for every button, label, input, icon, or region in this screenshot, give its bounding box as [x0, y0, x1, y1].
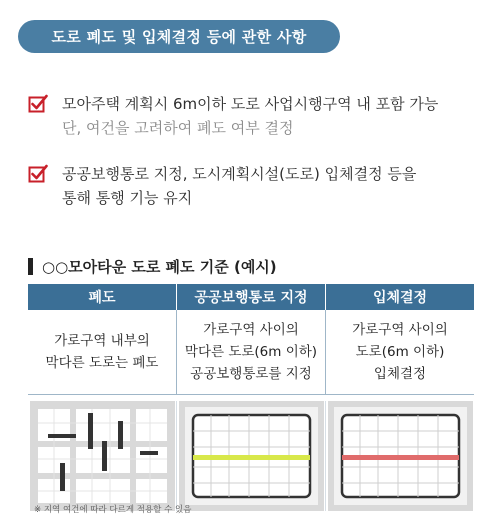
- table-header-cell: 폐도: [28, 284, 177, 310]
- checkbox-checked-icon: [28, 164, 48, 184]
- section-heading-text: ○○모아타운 도로 폐도 기준 (예시): [42, 258, 277, 276]
- table-row: [28, 310, 474, 395]
- pedestrian-path-highlight: [193, 455, 310, 460]
- checklist-item-subtext: 단, 여건을 고려하여 폐도 여부 결정: [62, 119, 294, 137]
- map-closure: [30, 401, 175, 511]
- map-row: [28, 401, 474, 511]
- 3d-decision-highlight: [342, 455, 459, 460]
- map-cell: [326, 401, 474, 511]
- checklist-item-text-continued: 통해 통행 기능 유지: [62, 189, 193, 207]
- table-cell: 가로구역 내부의 막다른 도로는 폐도: [28, 310, 177, 394]
- checkbox-checked-icon: [28, 94, 48, 114]
- table-cell: 가로구역 사이의 막다른 도로(6m 이하) 공공보행통로를 지정: [177, 310, 326, 394]
- table-header-cell: 입체결정: [372, 290, 428, 306]
- heading-bar: [28, 258, 33, 275]
- table-header-cell: 공공보행통로 지정: [177, 284, 326, 310]
- standards-table: [28, 284, 474, 511]
- checklist-item-text: 모아주택 계획시 6m이하 도로 사업시행구역 내 포함 가능: [62, 95, 439, 113]
- map-cell: [28, 401, 177, 511]
- section-heading: [28, 256, 277, 277]
- map-pedestrian-path: [179, 401, 324, 511]
- map-3d-decision: [328, 401, 473, 511]
- table-cell: 가로구역 사이의 도로(6m 이하) 입체결정: [352, 322, 448, 382]
- page-title: 도로 폐도 및 입체결정 등에 관한 사항: [18, 20, 340, 53]
- checklist-item-text: 공공보행통로 지정, 도시계획시설(도로) 입체결정 등을: [62, 165, 417, 183]
- table-header-row: [28, 284, 474, 310]
- footnote: ※ 지역 여건에 따라 다르게 적용할 수 있음: [34, 505, 192, 515]
- map-cell: [177, 401, 326, 511]
